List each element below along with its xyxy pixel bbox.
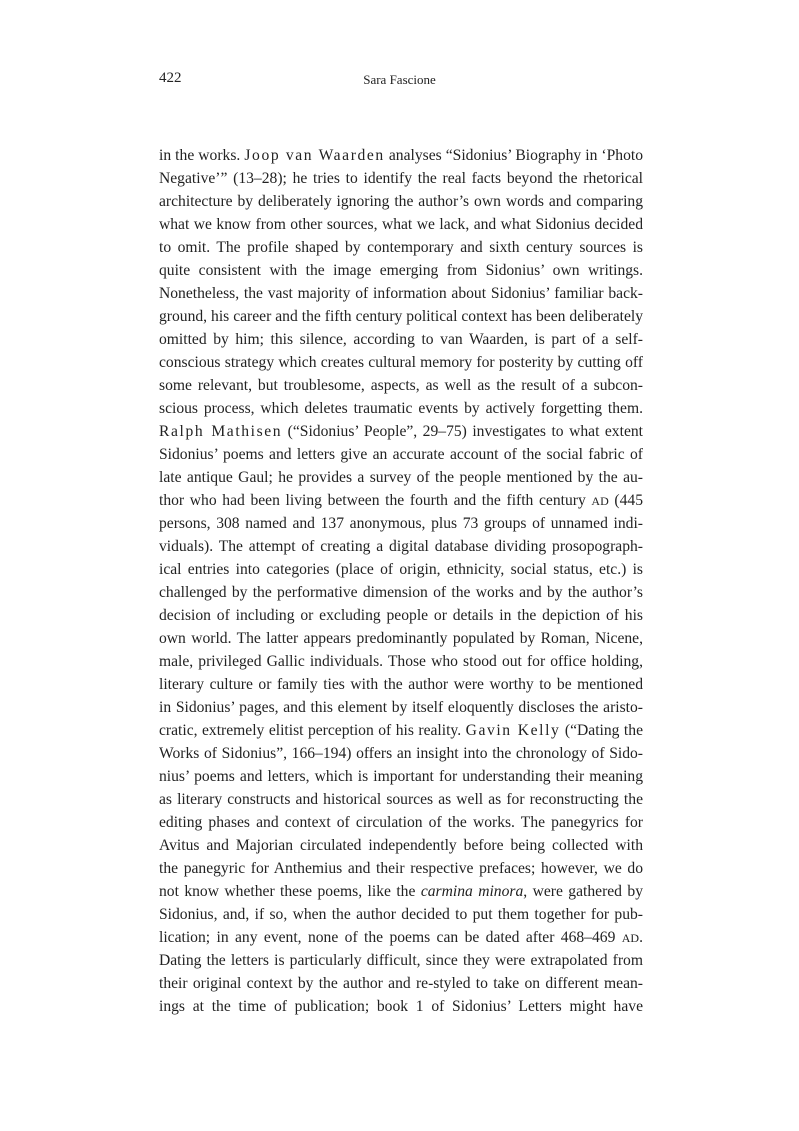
text-run: literary culture or family ties with the author were worthy to be mentioned [159, 676, 643, 693]
text-run: male, privileged Gallic individuals. Those who stood out for office holding, [159, 653, 643, 670]
text-run: persons, 308 named and 137 anonymous, plus 73 groups of unnamed indi- [159, 515, 643, 532]
text-line [159, 489, 643, 512]
text-run: . [639, 929, 643, 946]
text-run: what we know from other sources, what we lack, and what Sidonius decided [159, 216, 643, 233]
text-line [159, 650, 643, 673]
text-run: conscious strategy which creates cultural memory for posterity by cutting off [159, 354, 643, 371]
text-run: architecture by deliberately ignoring the author’s own words and comparing [159, 193, 643, 210]
running-head: Sara Fascione [363, 72, 436, 87]
text-run: scious process, which deletes traumatic events by actively forgetting them. [159, 400, 643, 417]
text-run: ical entries into categories (place of origin, ethnicity, social status, etc.) is [159, 561, 643, 578]
text-run: late antique Gaul; he provides a survey of the people mentioned by the au- [159, 469, 643, 486]
text-line [159, 604, 643, 627]
text-line [159, 995, 643, 1018]
text-line [159, 834, 643, 857]
text-run: thor who had been living between the fourth and the fifth century [159, 492, 592, 509]
text-run: , were gathered by [523, 883, 643, 900]
text-run: as literary constructs and historical sources as well as for reconstructing the [159, 791, 643, 808]
text-line [159, 213, 643, 236]
text-run: (445 [608, 492, 643, 509]
small-caps-era: AD [621, 931, 640, 945]
text-run: editing phases and context of circulation of the works. The panegyrics for [159, 814, 643, 831]
text-line [159, 558, 643, 581]
text-run: Sidonius’ poems and letters give an accurate account of the social fabric of [159, 446, 643, 463]
text-run: analyses “Sidonius’ Biography in ‘Photo [384, 147, 644, 164]
text-run: (“Sidonius’ People”, 29–75) investigates to what extent [282, 423, 643, 440]
text-line [159, 627, 643, 650]
text-line [159, 374, 643, 397]
text-line [159, 696, 643, 719]
text-line [159, 167, 643, 190]
text-run: some relevant, but troublesome, aspects, as well as the result of a subcon- [159, 377, 643, 394]
author-name: Joop van Waarden [244, 147, 385, 164]
text-run: nius’ poems and letters, which is important for understanding their meaning [159, 768, 643, 785]
text-run: not know whether these poems, like the [159, 883, 421, 900]
text-line [159, 305, 643, 328]
text-run: Works of Sidonius”, 166–194) offers an insight into the chronology of Sido- [159, 745, 643, 762]
text-line [159, 397, 643, 420]
text-line [159, 811, 643, 834]
text-line [159, 742, 643, 765]
text-run: quite consistent with the image emerging from Sidonius’ own writings. [159, 262, 643, 279]
text-line [159, 259, 643, 282]
text-line [159, 972, 643, 995]
text-run: ings at the time of publication; book 1 of Sidonius’ Letters might have [159, 998, 643, 1015]
text-line [159, 765, 643, 788]
text-run: ground, his career and the fifth century political context has been deliberately [159, 308, 643, 325]
text-line [159, 443, 643, 466]
text-run: Nonetheless, the vast majority of information about Sidonius’ familiar back- [159, 285, 643, 302]
text-line [159, 144, 643, 167]
text-line [159, 903, 643, 926]
text-line [159, 282, 643, 305]
text-run: Avitus and Majorian circulated independently before being collected with [159, 837, 643, 854]
author-name: Gavin Kelly [465, 722, 561, 739]
text-run: own world. The latter appears predominantly populated by Roman, Nicene, [159, 630, 643, 647]
text-line [159, 581, 643, 604]
text-line [159, 328, 643, 351]
text-line [159, 420, 643, 443]
text-run: in Sidonius’ pages, and this element by itself eloquently discloses the aristo- [159, 699, 643, 716]
text-run: in the works. [159, 147, 245, 164]
author-name: Ralph Mathisen [159, 423, 283, 440]
text-line [159, 788, 643, 811]
text-line [159, 719, 643, 742]
text-line [159, 236, 643, 259]
body-text [159, 144, 643, 1018]
text-line [159, 190, 643, 213]
text-line [159, 466, 643, 489]
text-line [159, 351, 643, 374]
text-line [159, 949, 643, 972]
page-number: 422 [159, 70, 182, 86]
text-run: lication; in any event, none of the poems can be dated after 468–469 [159, 929, 622, 946]
text-run: omitted by him; this silence, according to van Waarden, is part of a self- [159, 331, 643, 348]
text-run: Negative’” (13–28); he tries to identify the real facts beyond the rhetorical [159, 170, 643, 187]
text-line [159, 535, 643, 558]
text-line [159, 880, 643, 903]
text-run: Sidonius, and, if so, when the author decided to put them together for pub- [159, 906, 643, 923]
text-run: viduals). The attempt of creating a digital database dividing prosopograph- [159, 538, 643, 555]
text-run: to omit. The profile shaped by contemporary and sixth century sources is [159, 239, 643, 256]
text-line [159, 512, 643, 535]
text-run: decision of including or excluding people or details in the depiction of his [159, 607, 643, 624]
text-run: cratic, extremely elitist perception of his reality. [159, 722, 466, 739]
text-line [159, 926, 643, 949]
text-run: challenged by the performative dimension of the works and by the author’s [159, 584, 643, 601]
text-run: Dating the letters is particularly difficult, since they were extrapolated from [159, 952, 643, 969]
text-run: (“Dating the [560, 722, 643, 739]
italic-term: carmina minora [420, 883, 524, 900]
text-line [159, 857, 643, 880]
small-caps-era: AD [591, 494, 609, 508]
text-run: the panegyric for Anthemius and their respective prefaces; however, we do [159, 860, 643, 877]
text-line [159, 673, 643, 696]
text-run: their original context by the author and re-styled to take on different mean- [159, 975, 643, 992]
